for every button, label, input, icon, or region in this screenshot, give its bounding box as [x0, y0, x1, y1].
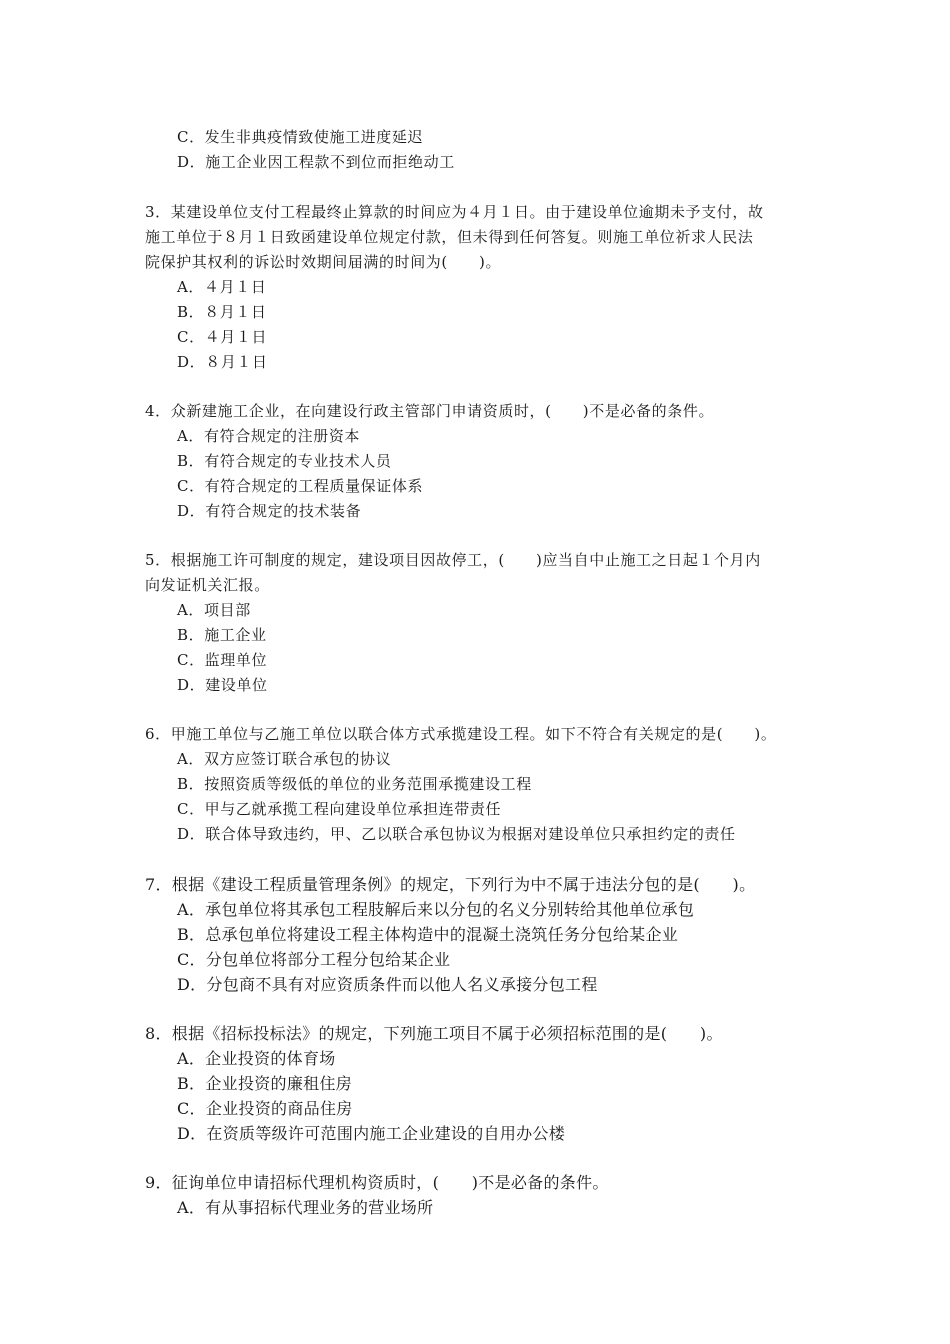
q2-option-d: D．施工企业因工程款不到位而拒绝动工 [177, 153, 455, 171]
q7-stem-line-1: 7．根据《建设工程质量管理条例》的规定，下列行为中不属于违法分包的是( )。 [145, 875, 756, 894]
q6-option-d: D．联合体导致违约，甲、乙以联合承包协议为根据对建设单位只承担约定的责任 [177, 825, 736, 843]
q3-option-b: B．８月１日 [177, 303, 267, 321]
q8-option-c: C．企业投资的商品住房 [177, 1099, 353, 1118]
q7-option-b: B．总承包单位将建设工程主体构造中的混凝土浇筑任务分包给某企业 [177, 925, 679, 944]
q3-stem-line-1: 3．某建设单位支付工程最终止算款的时间应为４月１日。由于建设单位逾期未予支付，故 [145, 203, 764, 221]
q3-stem-line-2: 施工单位于８月１日致函建设单位规定付款，但未得到任何答复。则施工单位祈求人民法 [145, 228, 754, 246]
q4-option-b: B．有符合规定的专业技术人员 [177, 452, 392, 470]
q5-stem-line-2: 向发证机关汇报。 [145, 576, 270, 594]
q5-option-c: C．监理单位 [177, 651, 268, 669]
q5-option-b: B．施工企业 [177, 626, 267, 644]
q3-option-a: A．４月１日 [177, 278, 267, 296]
q8-option-b: B．企业投资的廉租住房 [177, 1074, 353, 1093]
q5-option-a: A．项目部 [177, 601, 251, 619]
q6-option-a: A．双方应签订联合承包的协议 [177, 750, 392, 768]
q6-stem-line-1: 6．甲施工单位与乙施工单位以联合体方式承揽建设工程。如下不符合有关规定的是( )。 [145, 725, 777, 743]
q8-option-d: D．在资质等级许可范围内施工企业建设的自用办公楼 [177, 1124, 566, 1143]
q3-option-c: C．４月１日 [177, 328, 268, 346]
q5-stem-line-1: 5．根据施工许可制度的规定，建设项目因故停工，( )应当自中止施工之日起１个月内 [145, 551, 761, 569]
q7-option-d: D．分包商不具有对应资质条件而以他人名义承接分包工程 [177, 975, 598, 994]
q3-option-d: D．８月１日 [177, 353, 268, 371]
q8-option-a: A．企业投资的体育场 [177, 1049, 336, 1068]
q9-option-a: A．有从事招标代理业务的营业场所 [177, 1198, 434, 1217]
q2-option-c: C．发生非典疫情致使施工进度延迟 [177, 128, 424, 146]
q7-option-a: A．承包单位将其承包工程肢解后来以分包的名义分别转给其他单位承包 [177, 900, 695, 919]
q3-stem-line-3: 院保护其权利的诉讼时效期间届满的时间为( )。 [145, 253, 502, 271]
q7-option-c: C．分包单位将部分工程分包给某企业 [177, 950, 451, 969]
q4-option-c: C．有符合规定的工程质量保证体系 [177, 477, 424, 495]
q8-stem-line-1: 8．根据《招标投标法》的规定，下列施工项目不属于必须招标范围的是( )。 [145, 1024, 723, 1043]
q4-option-d: D．有符合规定的技术装备 [177, 502, 362, 520]
q4-stem-line-1: 4．众新建施工企业，在向建设行政主管部门申请资质时，( )不是必备的条件。 [145, 402, 715, 420]
q9-stem-line-1: 9．征询单位申请招标代理机构资质时，( )不是必备的条件。 [145, 1173, 609, 1192]
q6-option-b: B．按照资质等级低的单位的业务范围承揽建设工程 [177, 775, 532, 793]
q5-option-d: D．建设单位 [177, 676, 268, 694]
q6-option-c: C．甲与乙就承揽工程向建设单位承担连带责任 [177, 800, 502, 818]
q4-option-a: A．有符合规定的注册资本 [177, 427, 361, 445]
